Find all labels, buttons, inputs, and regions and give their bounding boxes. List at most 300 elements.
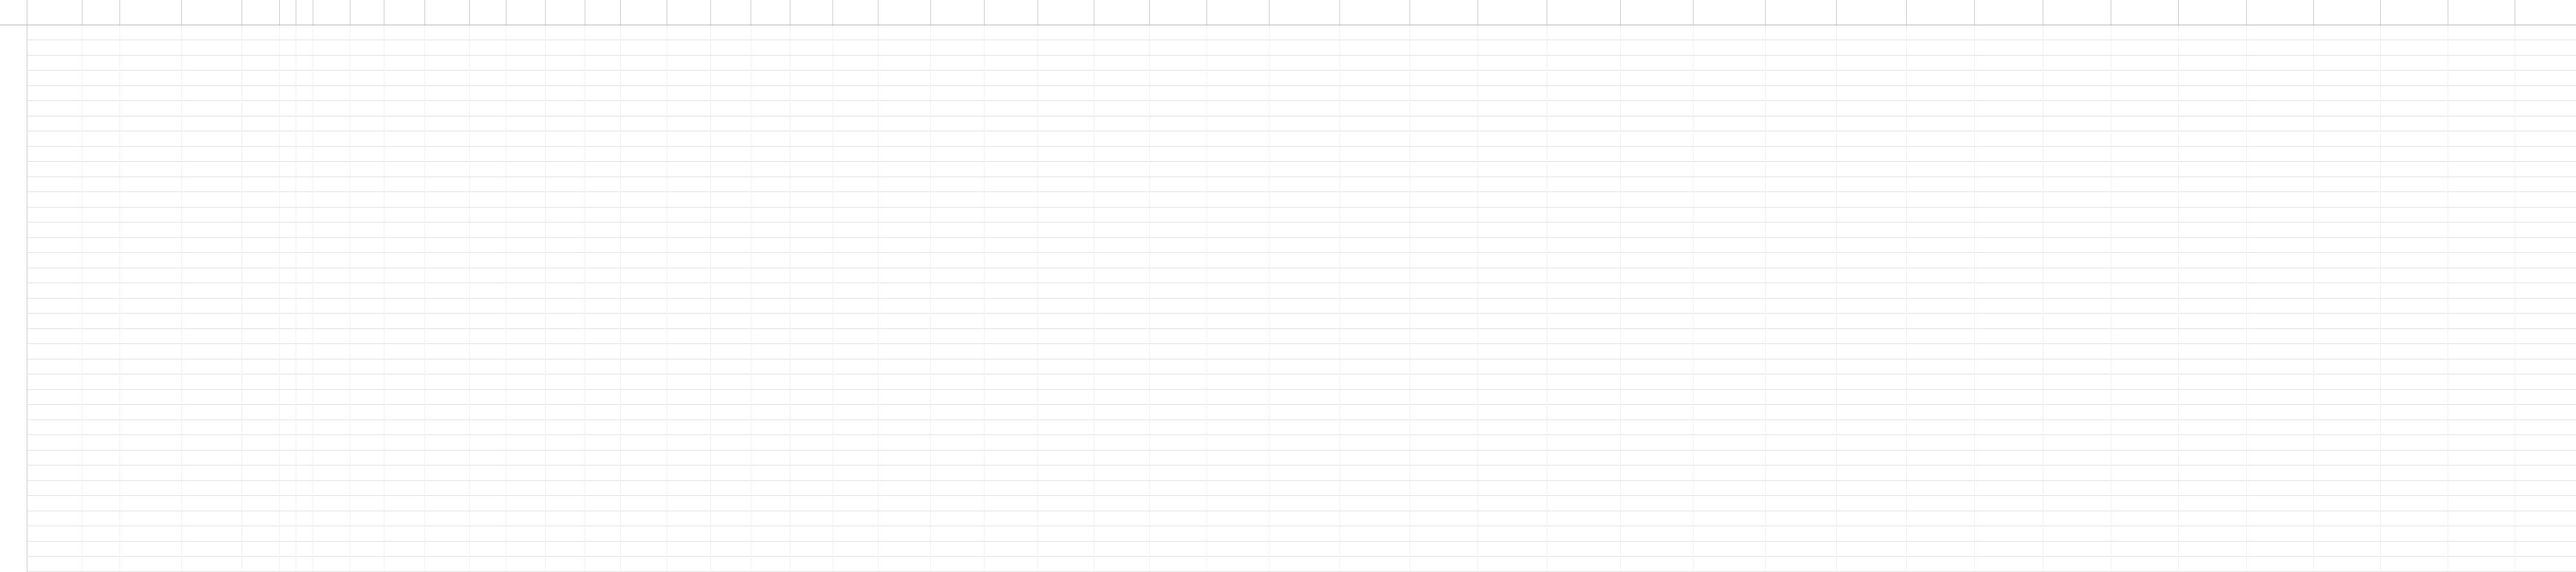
table-cell — [1207, 116, 1269, 131]
table-cell — [985, 436, 1038, 450]
table-cell — [1038, 466, 1094, 481]
table-cell — [1207, 101, 1269, 116]
row-label-cell — [0, 527, 27, 542]
table-cell — [2381, 314, 2448, 329]
table-cell — [1478, 390, 1547, 405]
table-cell — [242, 25, 280, 40]
table-cell — [242, 177, 280, 192]
table-cell — [350, 557, 384, 572]
header-cell — [751, 0, 790, 25]
table-cell — [1478, 268, 1547, 283]
table-cell — [585, 56, 621, 71]
table-cell — [1837, 162, 1907, 177]
table-cell — [2247, 420, 2314, 435]
table-cell — [621, 405, 667, 420]
table-cell — [2179, 359, 2247, 374]
table-cell — [2043, 101, 2111, 116]
table-cell — [667, 359, 711, 374]
table-cell — [667, 405, 711, 420]
table-cell — [1410, 542, 1478, 557]
table-cell — [120, 132, 182, 147]
table-cell — [2515, 86, 2576, 101]
table-cell — [242, 207, 280, 222]
table-cell — [621, 542, 667, 557]
table-cell — [27, 436, 82, 450]
table-cell — [425, 436, 470, 450]
table-cell — [242, 116, 280, 131]
table-cell — [931, 299, 985, 314]
table-cell — [2515, 116, 2576, 131]
table-cell — [1907, 116, 1975, 131]
table-cell — [2381, 177, 2448, 192]
table-cell — [621, 116, 667, 131]
table-row — [0, 86, 2576, 101]
table-cell — [833, 268, 878, 283]
table-cell — [296, 132, 313, 147]
table-cell — [546, 466, 585, 481]
table-cell — [790, 193, 833, 207]
table-cell — [2515, 56, 2576, 71]
table-cell — [506, 238, 546, 253]
table-cell — [1693, 542, 1766, 557]
table-cell — [296, 329, 313, 344]
table-cell — [27, 223, 82, 238]
table-cell — [878, 527, 931, 542]
table-cell — [1621, 162, 1693, 177]
table-cell — [1038, 223, 1094, 238]
table-cell — [2247, 299, 2314, 314]
header-cell — [790, 0, 833, 25]
table-cell — [2111, 147, 2179, 162]
table-cell — [2515, 511, 2576, 526]
table-cell — [1907, 56, 1975, 71]
table-cell — [384, 177, 425, 192]
table-cell — [2043, 557, 2111, 572]
table-cell — [1837, 223, 1907, 238]
table-cell — [1975, 71, 2043, 86]
table-cell — [120, 344, 182, 359]
table-row — [0, 344, 2576, 359]
table-cell — [546, 527, 585, 542]
table-cell — [384, 542, 425, 557]
table-cell — [1547, 238, 1621, 253]
table-cell — [27, 116, 82, 131]
table-cell — [1207, 41, 1269, 56]
table-cell — [425, 116, 470, 131]
table-cell — [2179, 207, 2247, 222]
table-cell — [1340, 436, 1410, 450]
table-cell — [751, 162, 790, 177]
table-cell — [1207, 284, 1269, 299]
table-cell — [2515, 193, 2576, 207]
table-cell — [790, 238, 833, 253]
table-cell — [2247, 101, 2314, 116]
table-cell — [751, 101, 790, 116]
table-cell — [1269, 177, 1340, 192]
table-cell — [1547, 496, 1621, 511]
table-cell — [1478, 207, 1547, 222]
table-cell — [833, 25, 878, 40]
table-cell — [120, 56, 182, 71]
row-label-cell — [0, 177, 27, 192]
table-cell — [182, 147, 242, 162]
table-cell — [350, 41, 384, 56]
table-cell — [621, 25, 667, 40]
table-cell — [1478, 527, 1547, 542]
table-cell — [985, 496, 1038, 511]
table-cell — [751, 359, 790, 374]
table-cell — [2314, 481, 2381, 496]
table-cell — [1094, 420, 1150, 435]
table-cell — [506, 420, 546, 435]
table-cell — [1766, 207, 1837, 222]
table-row — [0, 329, 2576, 344]
table-cell — [350, 496, 384, 511]
table-row — [0, 162, 2576, 177]
table-cell — [120, 557, 182, 572]
table-cell — [120, 436, 182, 450]
header-cell — [425, 0, 470, 25]
table-cell — [425, 344, 470, 359]
table-row — [0, 207, 2576, 222]
table-cell — [711, 71, 751, 86]
table-cell — [1207, 162, 1269, 177]
header-cell — [1837, 0, 1907, 25]
table-cell — [1094, 375, 1150, 390]
table-cell — [711, 405, 751, 420]
table-cell — [27, 359, 82, 374]
table-cell — [506, 481, 546, 496]
table-cell — [1547, 162, 1621, 177]
table-cell — [2179, 557, 2247, 572]
table-cell — [1975, 314, 2043, 329]
row-label-cell — [0, 390, 27, 405]
table-cell — [833, 147, 878, 162]
table-cell — [667, 284, 711, 299]
table-cell — [1410, 375, 1478, 390]
table-cell — [1478, 420, 1547, 435]
table-cell — [931, 207, 985, 222]
table-cell — [506, 390, 546, 405]
table-cell — [313, 147, 350, 162]
table-cell — [1621, 268, 1693, 283]
table-cell — [2381, 405, 2448, 420]
table-cell — [470, 147, 506, 162]
table-cell — [1038, 314, 1094, 329]
table-cell — [296, 390, 313, 405]
table-cell — [1478, 56, 1547, 71]
table-cell — [1094, 86, 1150, 101]
table-cell — [1975, 420, 2043, 435]
table-cell — [585, 390, 621, 405]
table-cell — [585, 359, 621, 374]
table-cell — [1547, 375, 1621, 390]
table-cell — [120, 223, 182, 238]
table-cell — [2043, 177, 2111, 192]
table-cell — [1907, 223, 1975, 238]
table-cell — [280, 207, 296, 222]
table-cell — [711, 41, 751, 56]
table-cell — [711, 314, 751, 329]
table-cell — [82, 25, 120, 40]
table-cell — [280, 329, 296, 344]
table-cell — [384, 527, 425, 542]
table-cell — [182, 56, 242, 71]
table-cell — [931, 314, 985, 329]
table-cell — [1478, 86, 1547, 101]
table-cell — [1410, 436, 1478, 450]
table-cell — [1693, 420, 1766, 435]
table-cell — [2043, 132, 2111, 147]
table-cell — [350, 284, 384, 299]
table-cell — [506, 329, 546, 344]
table-cell — [2515, 41, 2576, 56]
table-cell — [2247, 116, 2314, 131]
table-cell — [313, 466, 350, 481]
table-cell — [2314, 466, 2381, 481]
table-cell — [296, 375, 313, 390]
table-cell — [1269, 147, 1340, 162]
table-cell — [2381, 207, 2448, 222]
table-cell — [931, 511, 985, 526]
table-cell — [1094, 314, 1150, 329]
table-cell — [1038, 511, 1094, 526]
table-cell — [470, 162, 506, 177]
table-cell — [1094, 436, 1150, 450]
table-cell — [711, 268, 751, 283]
table-cell — [350, 390, 384, 405]
table-cell — [27, 238, 82, 253]
table-cell — [2043, 223, 2111, 238]
table-cell — [296, 496, 313, 511]
table-cell — [1410, 527, 1478, 542]
table-cell — [931, 86, 985, 101]
table-cell — [1410, 132, 1478, 147]
table-cell — [1269, 193, 1340, 207]
table-cell — [878, 375, 931, 390]
table-cell — [2179, 177, 2247, 192]
table-cell — [833, 390, 878, 405]
table-cell — [1150, 344, 1207, 359]
table-cell — [985, 193, 1038, 207]
table-cell — [425, 86, 470, 101]
table-cell — [2448, 405, 2515, 420]
table-cell — [1837, 542, 1907, 557]
table-cell — [1038, 542, 1094, 557]
table-cell — [296, 527, 313, 542]
table-cell — [2111, 86, 2179, 101]
table-cell — [1693, 41, 1766, 56]
table-cell — [280, 375, 296, 390]
table-cell — [350, 101, 384, 116]
table-cell — [1693, 329, 1766, 344]
table-cell — [280, 542, 296, 557]
table-cell — [751, 132, 790, 147]
table-cell — [546, 450, 585, 465]
table-cell — [242, 496, 280, 511]
table-cell — [1547, 405, 1621, 420]
table-cell — [878, 147, 931, 162]
table-cell — [2314, 147, 2381, 162]
table-cell — [1269, 238, 1340, 253]
row-label-cell — [0, 116, 27, 131]
table-cell — [1094, 132, 1150, 147]
table-cell — [751, 466, 790, 481]
table-cell — [1150, 147, 1207, 162]
table-cell — [1621, 147, 1693, 162]
table-cell — [296, 223, 313, 238]
table-cell — [1975, 268, 2043, 283]
table-cell — [1269, 420, 1340, 435]
table-cell — [2381, 238, 2448, 253]
table-cell — [931, 71, 985, 86]
table-cell — [2448, 253, 2515, 268]
table-cell — [985, 253, 1038, 268]
table-cell — [985, 207, 1038, 222]
table-cell — [985, 71, 1038, 86]
table-cell — [1693, 496, 1766, 511]
table-cell — [242, 314, 280, 329]
table-cell — [2247, 71, 2314, 86]
table-cell — [2111, 132, 2179, 147]
table-cell — [2179, 101, 2247, 116]
table-cell — [790, 314, 833, 329]
table-cell — [470, 436, 506, 450]
table-cell — [833, 450, 878, 465]
table-cell — [1094, 390, 1150, 405]
table-cell — [1907, 511, 1975, 526]
table-cell — [1410, 56, 1478, 71]
table-cell — [1340, 511, 1410, 526]
table-cell — [425, 193, 470, 207]
table-cell — [931, 466, 985, 481]
table-cell — [280, 86, 296, 101]
header-cell — [120, 0, 182, 25]
table-cell — [313, 390, 350, 405]
header-cell — [1340, 0, 1410, 25]
table-cell — [1693, 511, 1766, 526]
table-cell — [384, 253, 425, 268]
table-cell — [1621, 375, 1693, 390]
table-cell — [1340, 223, 1410, 238]
table-cell — [425, 162, 470, 177]
table-cell — [1207, 450, 1269, 465]
table-cell — [1766, 284, 1837, 299]
table-cell — [667, 177, 711, 192]
table-cell — [350, 223, 384, 238]
table-cell — [384, 314, 425, 329]
row-label-cell — [0, 147, 27, 162]
table-cell — [425, 557, 470, 572]
table-cell — [506, 71, 546, 86]
row-label-cell — [0, 436, 27, 450]
table-cell — [1207, 527, 1269, 542]
row-label-cell — [0, 56, 27, 71]
table-cell — [585, 344, 621, 359]
table-cell — [585, 147, 621, 162]
table-cell — [313, 284, 350, 299]
table-cell — [621, 329, 667, 344]
table-cell — [1907, 162, 1975, 177]
header-cell — [2448, 0, 2515, 25]
table-cell — [2448, 299, 2515, 314]
table-cell — [1907, 177, 1975, 192]
table-cell — [2381, 299, 2448, 314]
table-cell — [384, 284, 425, 299]
table-cell — [1621, 101, 1693, 116]
table-cell — [384, 56, 425, 71]
table-cell — [711, 101, 751, 116]
table-cell — [667, 344, 711, 359]
table-cell — [2179, 390, 2247, 405]
table-cell — [1410, 450, 1478, 465]
table-cell — [470, 223, 506, 238]
table-cell — [1410, 329, 1478, 344]
table-cell — [1150, 359, 1207, 374]
table-cell — [1207, 314, 1269, 329]
table-row — [0, 177, 2576, 192]
table-cell — [506, 542, 546, 557]
table-cell — [1837, 299, 1907, 314]
table-cell — [1207, 557, 1269, 572]
table-cell — [2111, 420, 2179, 435]
table-cell — [2381, 25, 2448, 40]
table-cell — [384, 71, 425, 86]
table-cell — [82, 41, 120, 56]
table-cell — [2515, 450, 2576, 465]
table-cell — [621, 177, 667, 192]
table-cell — [1269, 557, 1340, 572]
table-cell — [82, 193, 120, 207]
row-label-cell — [0, 101, 27, 116]
table-cell — [506, 527, 546, 542]
table-cell — [585, 466, 621, 481]
table-cell — [2515, 527, 2576, 542]
table-cell — [506, 314, 546, 329]
table-cell — [470, 496, 506, 511]
table-cell — [1410, 207, 1478, 222]
table-cell — [931, 390, 985, 405]
table-cell — [985, 344, 1038, 359]
table-cell — [1907, 420, 1975, 435]
table-cell — [425, 375, 470, 390]
table-cell — [878, 253, 931, 268]
table-cell — [878, 101, 931, 116]
table-cell — [1621, 56, 1693, 71]
table-cell — [1766, 420, 1837, 435]
table-cell — [350, 116, 384, 131]
table-cell — [878, 284, 931, 299]
table-cell — [2111, 177, 2179, 192]
table-cell — [296, 207, 313, 222]
table-cell — [585, 238, 621, 253]
table-cell — [1094, 542, 1150, 557]
header-cell — [1478, 0, 1547, 25]
table-cell — [1837, 436, 1907, 450]
table-cell — [296, 466, 313, 481]
table-cell — [1340, 450, 1410, 465]
table-cell — [1038, 284, 1094, 299]
table-cell — [2448, 147, 2515, 162]
table-cell — [384, 466, 425, 481]
table-cell — [182, 405, 242, 420]
table-cell — [1547, 420, 1621, 435]
table-cell — [1693, 86, 1766, 101]
table-cell — [1340, 344, 1410, 359]
table-cell — [2179, 314, 2247, 329]
table-cell — [1269, 481, 1340, 496]
table-cell — [667, 420, 711, 435]
